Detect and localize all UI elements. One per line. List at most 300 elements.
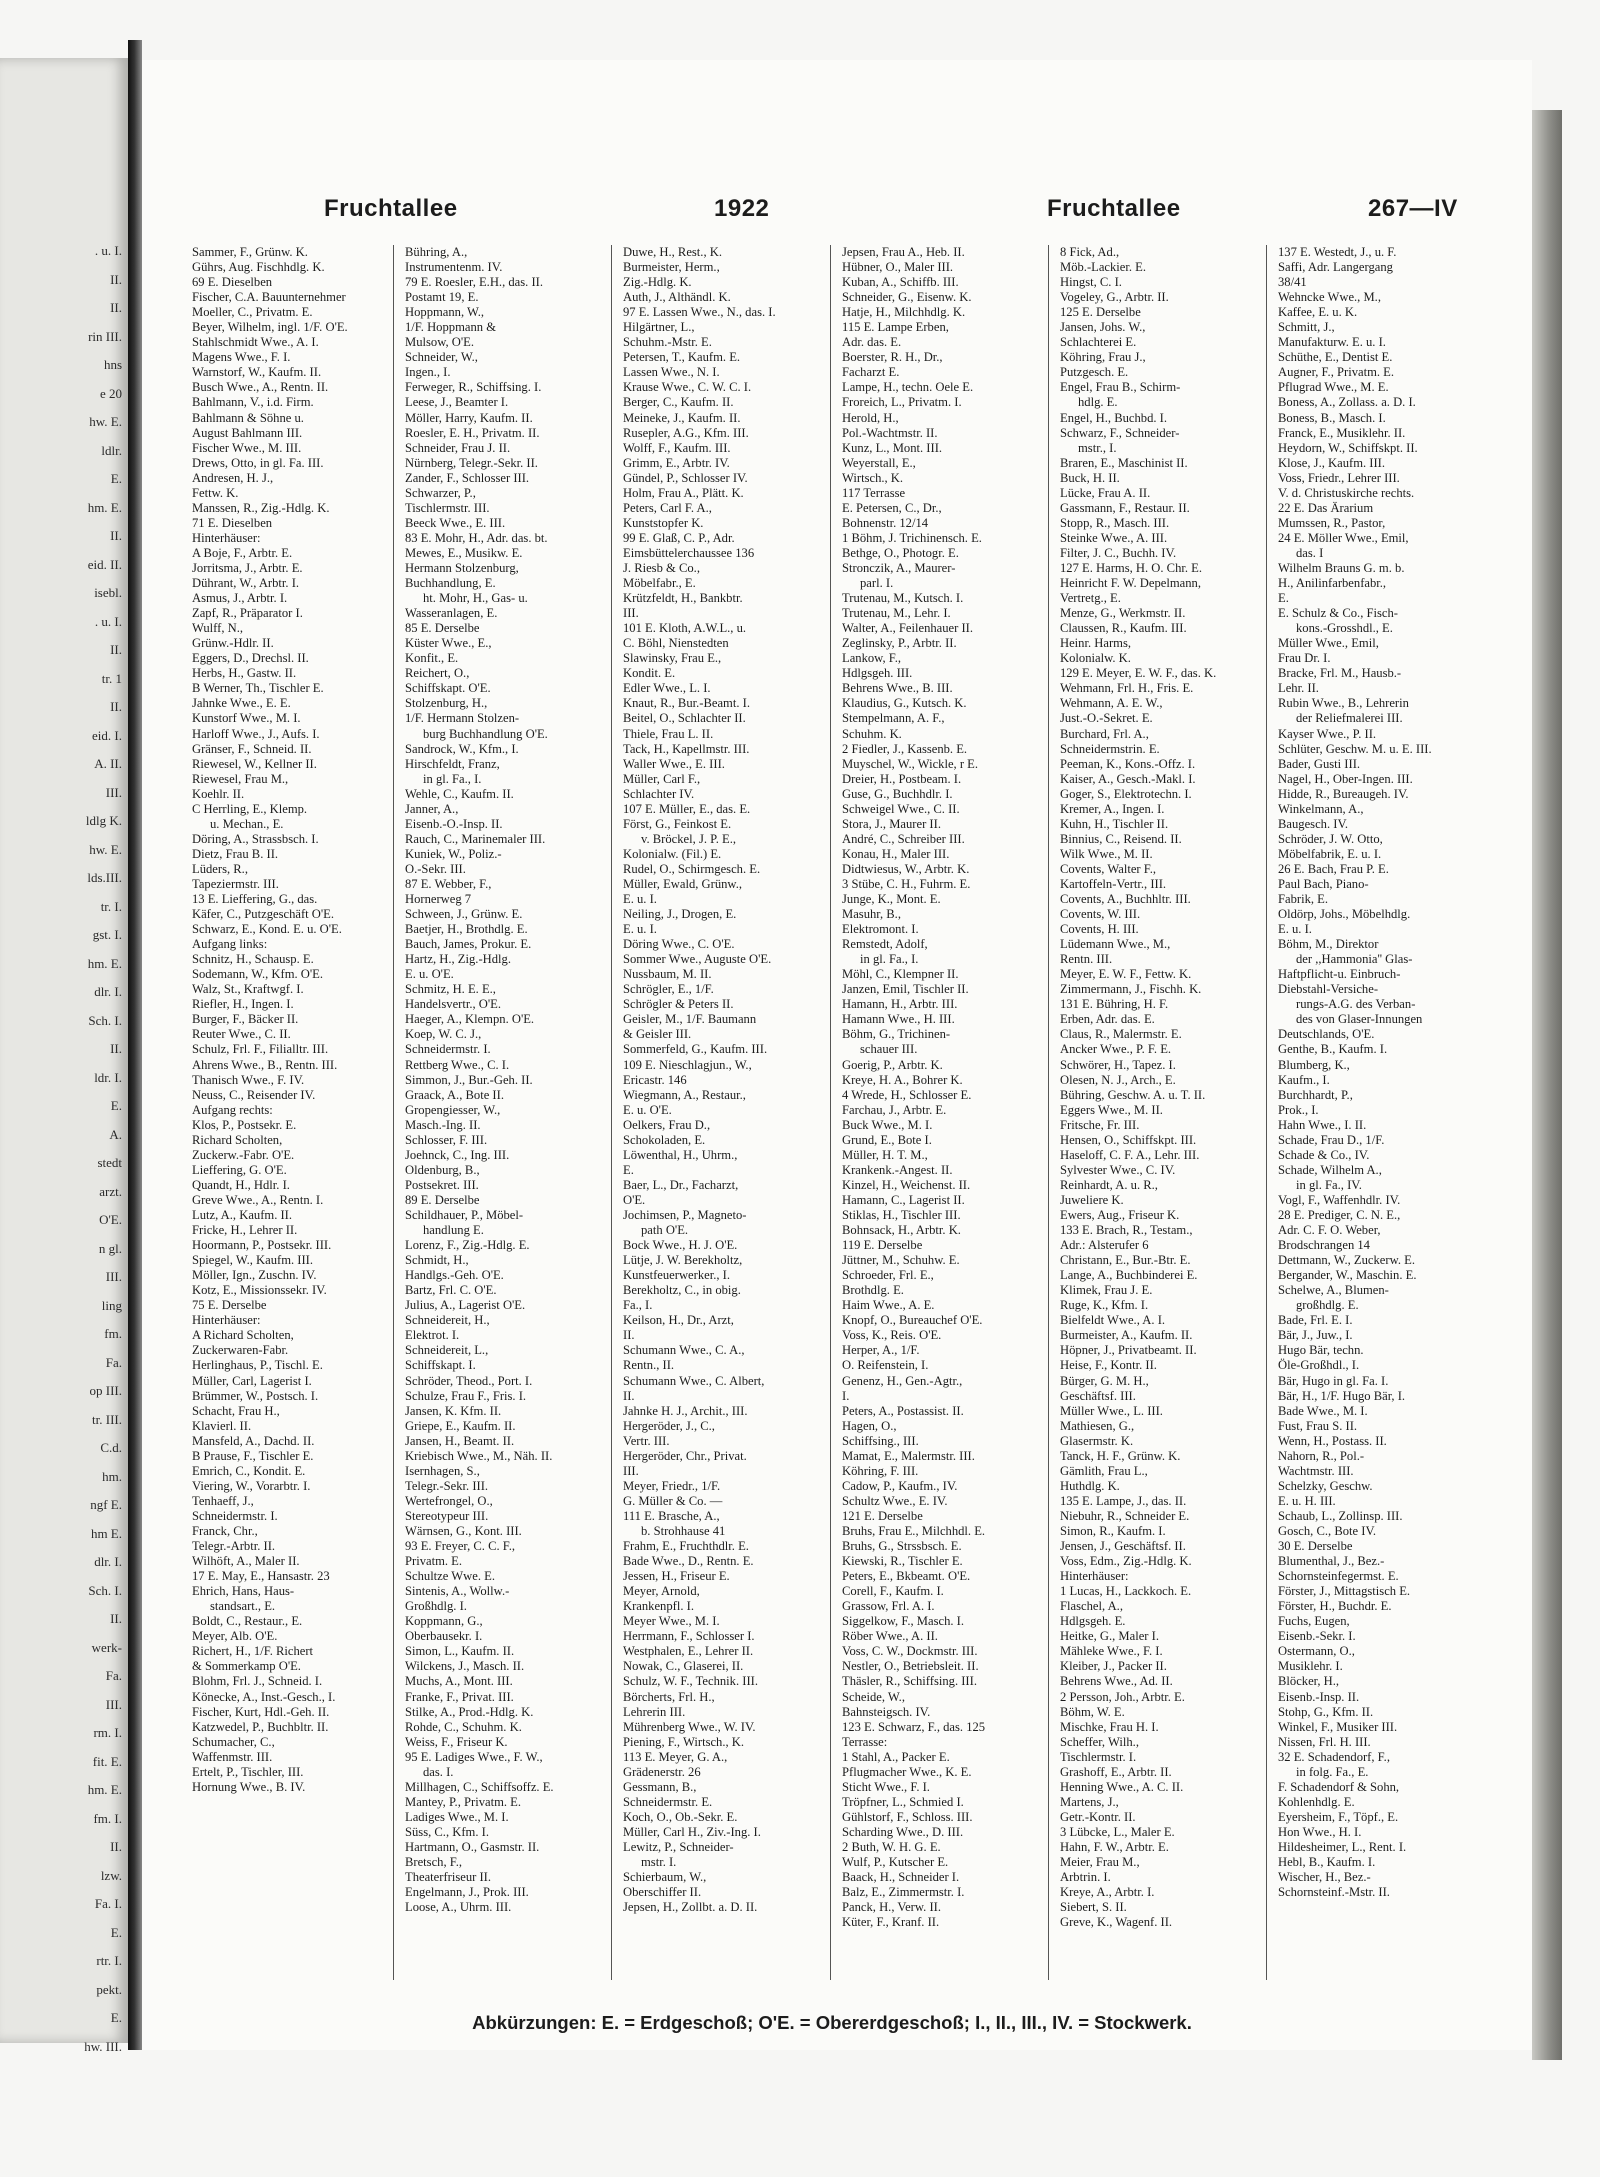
directory-entry: 123 E. Schwarz, F., das. 125 bbox=[842, 1719, 986, 1734]
directory-entry: Ericastr. 146 bbox=[623, 1072, 687, 1087]
directory-entry: Oldenburg, B., bbox=[405, 1162, 480, 1177]
left-page-fragment: C.d. bbox=[100, 1440, 122, 1455]
directory-entry: Kreye, A., Arbtr. I. bbox=[1060, 1885, 1155, 1900]
directory-entry: Buchhandlung, E. bbox=[405, 576, 496, 591]
directory-entry: Klaudius, G., Kutsch. K. bbox=[842, 696, 967, 711]
directory-entry: v. Bröckel, J. P. E., bbox=[641, 831, 737, 846]
directory-entry: Großhdlg. I. bbox=[405, 1599, 467, 1614]
directory-entry: 1 Stahl, A., Packer E. bbox=[842, 1749, 950, 1764]
directory-entry: Martens, J., bbox=[1060, 1794, 1119, 1809]
directory-entry: Bade Wwe., D., Rentn. E. bbox=[623, 1554, 754, 1569]
directory-entry: Hahn, F. W., Arbtr. E. bbox=[1060, 1839, 1169, 1854]
directory-entry: Joehnck, C., Ing. III. bbox=[405, 1147, 510, 1162]
directory-entry: Jessen, H., Friseur E. bbox=[623, 1569, 730, 1584]
left-page-fragment: stedt bbox=[97, 1155, 122, 1170]
directory-entry: Heydorn, W., Schiffskpt. II. bbox=[1278, 440, 1418, 455]
directory-entry: Dettmann, W., Zuckerw. E. bbox=[1278, 1253, 1415, 1268]
left-page-fragment: Fa. bbox=[105, 1668, 122, 1683]
left-page-fragment: e 20 bbox=[99, 385, 122, 401]
directory-entry: Jahnke Wwe., E. E. bbox=[192, 696, 291, 711]
left-page-fragment: tr. 1 bbox=[101, 670, 122, 686]
left-page-fragment: hm. E. bbox=[87, 1782, 122, 1797]
directory-entry: Müller, H. T. M., bbox=[842, 1147, 928, 1162]
directory-entry: Gropengiesser, W., bbox=[405, 1102, 501, 1117]
directory-entry: Börcherts, Frl. H., bbox=[623, 1689, 715, 1704]
directory-entry: Riefler, H., Ingen. I. bbox=[192, 997, 294, 1012]
directory-entry: Scharding Wwe., D. III. bbox=[842, 1824, 964, 1839]
directory-entry: Bahnsteigsch. IV. bbox=[842, 1704, 931, 1719]
directory-entry: Privatm. E. bbox=[405, 1554, 463, 1569]
directory-entry: Facharzt E. bbox=[842, 365, 900, 380]
directory-entry: Rentn. III. bbox=[1060, 952, 1113, 967]
directory-entry: Nussbaum, M. II. bbox=[623, 967, 712, 982]
directory-entry: Blöcker, H., bbox=[1278, 1674, 1340, 1689]
directory-entry: Schaub, L., Zollinsp. III. bbox=[1278, 1508, 1403, 1523]
directory-entry: 109 E. Nieschlagjun., W., bbox=[623, 1057, 752, 1072]
directory-entry: Fettw. K. bbox=[192, 485, 239, 500]
directory-entry: 38/41 bbox=[1278, 275, 1307, 290]
directory-entry: parl. I. bbox=[860, 576, 894, 591]
directory-entry: Harloff Wwe., J., Aufs. I. bbox=[192, 726, 320, 741]
directory-entry: Stilke, A., Prod.-Hdlg. K. bbox=[405, 1704, 534, 1719]
directory-entry: Terrasse: bbox=[842, 1734, 888, 1749]
directory-entry: Covents, Walter F., bbox=[1060, 861, 1157, 876]
directory-entry: Oelkers, Frau D., bbox=[623, 1117, 711, 1132]
directory-entry: Grassow, Frl. A. I. bbox=[842, 1599, 935, 1614]
left-page-fragment: E. bbox=[110, 1924, 122, 1940]
directory-entry: Hornung Wwe., B. IV. bbox=[192, 1779, 306, 1794]
directory-entry: Nagel, H., Ober-Ingen. III. bbox=[1278, 771, 1413, 786]
directory-entry: Handelsvertr., O'E. bbox=[405, 997, 501, 1012]
directory-entry: Bruhs, G., Strssbsch. E. bbox=[842, 1539, 962, 1554]
left-page-fragment: ngf E. bbox=[90, 1497, 122, 1512]
column-rule bbox=[1266, 245, 1267, 1980]
directory-entry: 75 E. Derselbe bbox=[192, 1298, 267, 1313]
left-page-fragment: hw. III. bbox=[84, 2038, 122, 2054]
directory-entry: O.-Sekr. III. bbox=[405, 861, 466, 876]
directory-entry: Lieffering, G. O'E. bbox=[192, 1162, 287, 1177]
directory-entry: 30 E. Derselbe bbox=[1278, 1539, 1353, 1554]
directory-entry: Schneider, W., bbox=[405, 350, 478, 365]
directory-entry: 13 E. Lieffering, G., das. bbox=[192, 892, 318, 907]
directory-entry: Prok., I. bbox=[1278, 1102, 1319, 1117]
directory-entry: Hensen, O., Schiffskpt. III. bbox=[1060, 1132, 1197, 1147]
directory-entry: Millhagen, C., Schiffsoffz. E. bbox=[405, 1779, 554, 1794]
left-page-fragment: tr. I. bbox=[100, 898, 122, 914]
directory-entry: Voss, K., Reis. O'E. bbox=[842, 1328, 942, 1343]
directory-entry: Muyschel, W., Wickle, r E. bbox=[842, 756, 979, 771]
directory-entry: Heinricht F. W. Depelmann, bbox=[1060, 576, 1201, 591]
directory-entry: O'E. bbox=[623, 1192, 646, 1207]
directory-entry: Fabrik, E. bbox=[1278, 892, 1329, 907]
directory-entry: Hoormann, P., Postsekr. III. bbox=[192, 1238, 332, 1253]
directory-entry: 99 E. Glaß, C. P., Adr. bbox=[623, 530, 735, 545]
left-page-fragment: fm. bbox=[104, 1326, 122, 1341]
directory-entry: Masch.-Ing. II. bbox=[405, 1117, 481, 1132]
directory-entry: Nürnberg, Telegr.-Sekr. II. bbox=[405, 455, 538, 470]
directory-entry: Gämlith, Frau L., bbox=[1060, 1463, 1148, 1478]
directory-entry: Gassmann, F., Restaur. II. bbox=[1060, 500, 1190, 515]
directory-entry: Augner, F., Privatm. E. bbox=[1278, 365, 1395, 380]
directory-entry: Bohnsack, H., Arbtr. K. bbox=[842, 1223, 961, 1238]
directory-entry: Eyersheim, F., Töpf., E. bbox=[1278, 1809, 1399, 1824]
directory-entry: Kayser Wwe., P. II. bbox=[1278, 726, 1377, 741]
directory-entry: Braren, E., Maschinist II. bbox=[1060, 455, 1188, 470]
directory-entry: Beitel, O., Schlachter II. bbox=[623, 711, 746, 726]
directory-entry: 79 E. Roesler, E.H., das. II. bbox=[405, 275, 543, 290]
directory-entry: Jüttner, M., Schuhw. E. bbox=[842, 1253, 960, 1268]
directory-entry: Jansen, H., Beamt. II. bbox=[405, 1433, 515, 1448]
directory-entry: Wilhelm Brauns G. m. b. bbox=[1278, 560, 1405, 575]
directory-entry: Koppmann, G., bbox=[405, 1614, 483, 1629]
directory-entry: Spiegel, W., Kaufm. III. bbox=[192, 1253, 314, 1268]
directory-entry: Franck, E., Musiklehr. II. bbox=[1278, 425, 1406, 440]
left-page-fragment: II. bbox=[110, 642, 122, 657]
directory-entry: C. Böhl, Nienstedten bbox=[623, 636, 729, 651]
directory-entry: mstr. I. bbox=[641, 1855, 677, 1870]
directory-entry: Arbtrin. I. bbox=[1060, 1870, 1111, 1885]
directory-entry: Bär, H., 1/F. Hugo Bär, I. bbox=[1278, 1388, 1406, 1403]
directory-entry: Schiffsing., III. bbox=[842, 1433, 919, 1448]
directory-entry: Hermann Stolzenburg, bbox=[405, 560, 519, 575]
directory-entry: Mumssen, R., Pastor, bbox=[1278, 515, 1386, 530]
directory-entry: Guse, G., Buchhdlr. I. bbox=[842, 786, 953, 801]
directory-entry: Boerster, R. H., Dr., bbox=[842, 350, 943, 365]
directory-entry: Hoppmann, W., bbox=[405, 305, 485, 320]
directory-entry: Köhring, Frau J., bbox=[1060, 350, 1146, 365]
directory-entry: Wulff, N., bbox=[192, 621, 244, 636]
directory-entry: Stereotypeur III. bbox=[405, 1508, 489, 1523]
directory-entry: Lutz, A., Kaufm. II. bbox=[192, 1208, 293, 1222]
directory-entry: Sandrock, W., Kfm., I. bbox=[405, 741, 519, 756]
directory-entry: Könecke, A., Inst.-Gesch., I. bbox=[192, 1689, 336, 1704]
directory-entry: Schlachterei E. bbox=[1060, 335, 1137, 350]
directory-entry: Höpner, J., Privatbeamt. II. bbox=[1060, 1343, 1197, 1358]
directory-entry: Fust, Frau S. II. bbox=[1278, 1418, 1358, 1433]
directory-entry: Vogl, F., Waffenhdlr. IV. bbox=[1278, 1192, 1401, 1207]
directory-entry: Kuhn, H., Tischler II. bbox=[1060, 816, 1169, 831]
directory-entry: Baack, H., Schneider I. bbox=[842, 1870, 960, 1885]
directory-entry: Henning Wwe., A. C. II. bbox=[1060, 1779, 1184, 1794]
directory-entry: Froreich, L., Privatm. I. bbox=[842, 395, 962, 410]
directory-entry: Nestler, O., Betriebsleit. II. bbox=[842, 1659, 979, 1674]
directory-entry: Küter, F., Kranf. II. bbox=[842, 1915, 940, 1930]
abbreviation-legend: Abkürzungen: E. = Erdgeschoß; O'E. = Obererdgeschoß; I., II., III., IV. = Stockwerk. bbox=[472, 2012, 1192, 2033]
directory-entry: kons.-Grosshdl., E. bbox=[1296, 621, 1393, 636]
directory-entry: Möbelfabrik, E. u. I. bbox=[1278, 846, 1382, 861]
directory-entry: Beyer, Wilhelm, ingl. 1/F. O'E. bbox=[192, 320, 348, 335]
directory-entry: A Richard Scholten, bbox=[192, 1328, 294, 1343]
directory-entry: Jochimsen, P., Magneto- bbox=[623, 1208, 747, 1222]
directory-entry: Hartz, H., Zig.-Hdlg. bbox=[405, 952, 511, 967]
directory-entry: Richard Scholten, bbox=[192, 1132, 283, 1147]
directory-entry: Haseloff, C. F. A., Lehr. III. bbox=[1060, 1147, 1200, 1162]
directory-entry: Baer, L., Dr., Facharzt, bbox=[623, 1177, 739, 1192]
directory-entry: Peters, A., Postassist. II. bbox=[842, 1403, 964, 1418]
directory-entry: Farchau, J., Arbtr. E. bbox=[842, 1102, 947, 1117]
directory-entry: Corell, F., Kaufm. I. bbox=[842, 1584, 944, 1599]
directory-entry: Voss, Edm., Zig.-Hdlg. K. bbox=[1060, 1554, 1192, 1569]
directory-entry: Schneidermstr. I. bbox=[192, 1508, 278, 1523]
directory-entry: Schlachter IV. bbox=[623, 786, 695, 801]
directory-entry: Franck, Chr., bbox=[192, 1523, 258, 1538]
directory-entry: Mathiesen, G., bbox=[1060, 1418, 1135, 1433]
directory-entry: Schumann Wwe., C. A., bbox=[623, 1343, 745, 1358]
directory-entry: Möhl, C., Klempner II. bbox=[842, 967, 959, 982]
left-page-fragment: werk- bbox=[91, 1639, 122, 1655]
directory-entry: Kunststopfer K. bbox=[623, 515, 704, 530]
directory-entry: Diebstahl-Versiche- bbox=[1278, 982, 1379, 997]
directory-entry: Edler Wwe., L. I. bbox=[623, 681, 711, 696]
directory-entry: b. Strohhause 41 bbox=[641, 1523, 726, 1538]
left-page-fragment: fit. E. bbox=[92, 1753, 122, 1769]
directory-entry: Lassen Wwe., N. I. bbox=[623, 365, 720, 380]
directory-entry: Zimmermann, J., Fischh. K. bbox=[1060, 982, 1202, 997]
directory-entry: Julius, A., Lagerist O'E. bbox=[405, 1298, 526, 1313]
directory-entry: Mähleke Wwe., F. I. bbox=[1060, 1644, 1163, 1659]
directory-entry: Wolff, F., Kaufm. III. bbox=[623, 440, 731, 455]
directory-entry: Hon Wwe., H. I. bbox=[1278, 1824, 1362, 1839]
directory-entry: Balz, E., Zimmermstr. I. bbox=[842, 1885, 965, 1900]
directory-entry: Ancker Wwe., P. F. E. bbox=[1060, 1042, 1172, 1057]
directory-entry: Siebert, S. II. bbox=[1060, 1900, 1127, 1915]
directory-entry: der ,,Hammonia'' Glas- bbox=[1296, 952, 1413, 967]
directory-entry: Bühring, Geschw. A. u. T. II. bbox=[1060, 1087, 1206, 1102]
directory-entry: Schade, Wilhelm A., bbox=[1278, 1162, 1382, 1177]
directory-entry: Bauch, James, Prokur. E. bbox=[405, 937, 532, 952]
directory-entry: Blumenthal, J., Bez.- bbox=[1278, 1554, 1385, 1569]
directory-entry: B Prause, F., Tischler E. bbox=[192, 1448, 314, 1463]
directory-entry: Wenn, H., Postass. II. bbox=[1278, 1433, 1387, 1448]
directory-entry: Schelwe, A., Blumen- bbox=[1278, 1283, 1389, 1298]
directory-entry: Sammer, F., Grünw. K. bbox=[192, 245, 308, 259]
directory-entry: Junge, K., Mont. E. bbox=[842, 892, 941, 907]
directory-entry: Hartmann, O., Gasmstr. II. bbox=[405, 1839, 540, 1854]
directory-entry: Hinterhäuser: bbox=[1060, 1569, 1129, 1584]
book-spine bbox=[128, 40, 142, 2050]
directory-entry: Schlüter, Geschw. M. u. E. III. bbox=[1278, 741, 1432, 756]
directory-entry: Thiele, Frau L. II. bbox=[623, 726, 714, 741]
directory-entry: Trutenau, M., Lehr. I. bbox=[842, 606, 951, 621]
directory-entry: Kinzel, H., Weichenst. II. bbox=[842, 1177, 971, 1192]
directory-entry: Bär, J., Juw., I. bbox=[1278, 1328, 1353, 1343]
left-page-fragment: II. bbox=[110, 1041, 122, 1056]
directory-entry: 121 E. Derselbe bbox=[842, 1508, 923, 1523]
directory-entry: Stiklas, H., Tischler III. bbox=[842, 1208, 961, 1222]
directory-entry: Schwörer, H., Tapez. I. bbox=[1060, 1057, 1176, 1072]
directory-entry: Janner, A., bbox=[405, 801, 459, 816]
directory-entry: Hergeröder, Chr., Privat. bbox=[623, 1448, 747, 1463]
directory-entry: Fischer, C.A. Bauunternehmer bbox=[192, 290, 346, 305]
directory-entry: Wilckens, J., Masch. II. bbox=[405, 1659, 525, 1674]
directory-entry: Kondit. E. bbox=[623, 666, 676, 681]
directory-entry: Rudel, O., Schirmgesch. E. bbox=[623, 861, 761, 876]
directory-entry: V. d. Christuskirche rechts. bbox=[1278, 485, 1415, 500]
directory-entry: Jorritsma, J., Arbtr. E. bbox=[192, 560, 303, 575]
directory-entry: ht. Mohr, H., Gas- u. bbox=[423, 591, 528, 606]
left-page-fragment: A. bbox=[109, 1126, 122, 1142]
directory-entry: Waffenmstr. III. bbox=[192, 1749, 273, 1764]
directory-entry: u. Mechan., E. bbox=[210, 816, 284, 831]
directory-entry: Didtwiesus, W., Arbtr. K. bbox=[842, 861, 970, 876]
directory-entry: Müller, Carl F., bbox=[623, 771, 701, 786]
directory-entry: Genenz, H., Gen.-Agtr., bbox=[842, 1373, 963, 1388]
directory-entry: des von Glaser-Innungen bbox=[1296, 1012, 1423, 1027]
directory-entry: Panck, H., Verw. II. bbox=[842, 1900, 941, 1915]
directory-entry: Niebuhr, R., Schneider E. bbox=[1060, 1508, 1190, 1523]
directory-entry: Heitke, G., Maler I. bbox=[1060, 1629, 1159, 1644]
directory-columns bbox=[192, 245, 1492, 1985]
directory-entry: Richert, H., 1/F. Richert bbox=[192, 1644, 314, 1659]
directory-entry: Hatje, H., Milchhdlg. K. bbox=[842, 305, 966, 320]
directory-entry: E. u. I. bbox=[623, 892, 657, 907]
directory-entry: Döring Wwe., C. O'E. bbox=[623, 937, 735, 952]
directory-entry: Oberschiffer II. bbox=[623, 1885, 702, 1900]
directory-entry: Adr. C. F. O. Weber, bbox=[1278, 1223, 1381, 1238]
left-page-fragment: Fa. bbox=[105, 1354, 122, 1370]
directory-entry: 4 Wrede, H., Schlosser E. bbox=[842, 1087, 972, 1102]
left-page-fragment: lds.III. bbox=[87, 870, 122, 885]
directory-entry: Schwarz, F., Schneider- bbox=[1060, 425, 1180, 440]
directory-entry: Schrögler, E., 1/F. bbox=[623, 982, 714, 997]
directory-entry: Ahrens Wwe., B., Rentn. III. bbox=[192, 1057, 338, 1072]
directory-entry: Saffi, Adr. Langergang bbox=[1278, 260, 1393, 275]
directory-entry: Heise, F., Kontr. II. bbox=[1060, 1358, 1157, 1373]
directory-entry: 28 E. Prediger, C. N. E., bbox=[1278, 1208, 1401, 1222]
directory-entry: Schuhm. K. bbox=[842, 726, 902, 741]
directory-entry: J. Riesb & Co., bbox=[623, 560, 700, 575]
directory-entry: Nahorn, R., Pol.- bbox=[1278, 1448, 1365, 1463]
left-page-fragment: lzw. bbox=[100, 1867, 122, 1883]
directory-entry: Tapeziermstr. III. bbox=[192, 876, 279, 891]
directory-entry: Hamann Wwe., H. III. bbox=[842, 1012, 955, 1027]
directory-entry: III. bbox=[623, 606, 639, 621]
left-page-fragment: hm. E. bbox=[87, 955, 122, 971]
directory-entry: Eggers, D., Drechsl. II. bbox=[192, 651, 309, 666]
directory-entry: großhdlg. E. bbox=[1296, 1298, 1359, 1313]
directory-entry: Covents, H. III. bbox=[1060, 922, 1139, 937]
directory-entry: Ewers, Aug., Friseur K. bbox=[1060, 1208, 1180, 1222]
directory-entry: Schmitz, H. E. E., bbox=[405, 982, 496, 997]
directory-entry: 137 E. Westedt, J., u. F. bbox=[1278, 245, 1397, 259]
directory-entry: Schwarz, E., Kond. E. u. O'E. bbox=[192, 922, 342, 937]
directory-entry: II. bbox=[623, 1328, 635, 1343]
directory-entry: Wertefrongel, O., bbox=[405, 1493, 493, 1508]
directory-entry: Förster, J., Mittagstisch E. bbox=[1278, 1584, 1411, 1599]
directory-entry: Mamat, E., Malermstr. III. bbox=[842, 1448, 975, 1463]
directory-entry: Paul Bach, Piano- bbox=[1278, 876, 1369, 891]
directory-entry: Greve, K., Wagenf. II. bbox=[1060, 1915, 1173, 1930]
directory-entry: Rettberg Wwe., C. I. bbox=[405, 1057, 510, 1072]
directory-entry: Trutenau, M., Kutsch. I. bbox=[842, 591, 964, 606]
directory-entry: Wehmann, A. E. W., bbox=[1060, 696, 1163, 711]
directory-entry: Behrens Wwe., Ad. II. bbox=[1060, 1674, 1173, 1689]
directory-entry: Postsekret. III. bbox=[405, 1177, 479, 1192]
directory-entry: Herold, H., bbox=[842, 410, 899, 425]
directory-entry: Bartz, Frl. C. O'E. bbox=[405, 1283, 497, 1298]
directory-entry: Schelzky, Geschw. bbox=[1278, 1478, 1373, 1493]
directory-entry: Telegr.-Arbtr. II. bbox=[192, 1539, 276, 1554]
directory-column-3 bbox=[623, 245, 809, 1980]
directory-entry: in gl. Fa., I. bbox=[423, 771, 482, 786]
directory-entry: 8 Fick, Ad., bbox=[1060, 245, 1120, 259]
directory-entry: Christann, E., Bur.-Btr. E. bbox=[1060, 1253, 1191, 1268]
directory-entry: Sommer Wwe., Auguste O'E. bbox=[623, 952, 772, 967]
directory-entry: Hagen, O., bbox=[842, 1418, 897, 1433]
directory-entry: Kunstorf Wwe., M. I. bbox=[192, 711, 301, 726]
directory-entry: 1/F. Hermann Stolzen- bbox=[405, 711, 520, 726]
directory-entry: in gl. Fa., I. bbox=[860, 952, 919, 967]
directory-entry: Peters, E., Bkbeamt. O'E. bbox=[842, 1569, 971, 1584]
directory-entry: Walz, St., Kraftwgf. I. bbox=[192, 982, 304, 997]
directory-entry: Klavierl. II. bbox=[192, 1418, 252, 1433]
directory-entry: Kuban, A., Schiffb. III. bbox=[842, 275, 959, 290]
directory-entry: 22 E. Das Ärarium bbox=[1278, 500, 1374, 515]
directory-entry: Möller, Ign., Zuschn. IV. bbox=[192, 1268, 317, 1283]
directory-entry: & Geisler III. bbox=[623, 1027, 692, 1042]
directory-entry: Elektrot. I. bbox=[405, 1328, 460, 1343]
directory-entry: Heinr. Harms, bbox=[1060, 636, 1131, 651]
left-page-fragment: Fa. I. bbox=[94, 1896, 122, 1911]
directory-entry: Bader, Gusti III. bbox=[1278, 756, 1361, 771]
directory-column-1 bbox=[192, 245, 378, 1980]
left-page-fragment: hw. E. bbox=[89, 841, 122, 857]
directory-entry: Erben, Adr. das. E. bbox=[1060, 1012, 1155, 1027]
directory-entry: 95 E. Ladiges Wwe., F. W., bbox=[405, 1749, 543, 1764]
directory-entry: Kiewski, R., Tischler E. bbox=[842, 1554, 963, 1569]
directory-entry: Meyer, Alb. O'E. bbox=[192, 1629, 278, 1644]
directory-entry: Hornerweg 7 bbox=[405, 892, 472, 907]
directory-entry: Bade, Frl. E. I. bbox=[1278, 1313, 1353, 1328]
directory-entry: Schulz, W. F., Technik. III. bbox=[623, 1674, 758, 1689]
directory-entry: Wasseranlagen, E. bbox=[405, 606, 498, 621]
street-title-left: Fruchtallee bbox=[324, 195, 458, 222]
left-page-fragment: hw. E. bbox=[89, 414, 122, 429]
directory-entry: Bretsch, F., bbox=[405, 1855, 463, 1870]
left-page-fragment: fm. I. bbox=[93, 1810, 122, 1826]
left-page-fragment: gst. I. bbox=[92, 927, 122, 942]
directory-entry: Dietz, Frau B. II. bbox=[192, 846, 279, 861]
directory-entry: Wischer, H., Bez.- bbox=[1278, 1870, 1371, 1885]
directory-entry: Käfer, C., Putzgeschäft O'E. bbox=[192, 907, 334, 922]
directory-entry: Simon, L., Kaufm. II. bbox=[405, 1644, 515, 1659]
directory-entry: Flaschel, A., bbox=[1060, 1599, 1123, 1614]
directory-entry: Lankow, F., bbox=[842, 651, 902, 666]
directory-entry: Hidde, R., Bureaugeh. IV. bbox=[1278, 786, 1409, 801]
directory-entry: Kohlenhdlg. E. bbox=[1278, 1794, 1355, 1809]
directory-column-5 bbox=[1060, 245, 1246, 1980]
directory-entry: Meier, Frau M., bbox=[1060, 1855, 1140, 1870]
directory-entry: Simmon, J., Bur.-Geh. II. bbox=[405, 1072, 533, 1087]
directory-entry: Rusepler, A.G., Kfm. III. bbox=[623, 425, 749, 440]
directory-entry: Fa., I. bbox=[623, 1298, 653, 1313]
directory-entry: Kriebisch Wwe., M., Näh. II. bbox=[405, 1448, 553, 1463]
column-rule bbox=[611, 245, 612, 1980]
directory-entry: Zapf, R., Präparator I. bbox=[192, 606, 303, 621]
directory-entry: Müller, Carl, Lagerist I. bbox=[192, 1373, 312, 1388]
directory-entry: Hergeröder, J., C., bbox=[623, 1418, 715, 1433]
directory-entry: 24 E. Möller Wwe., Emil, bbox=[1278, 530, 1409, 545]
directory-entry: hdlg. E. bbox=[1078, 395, 1118, 410]
directory-entry: Kreye, H. A., Bohrer K. bbox=[842, 1072, 963, 1087]
left-page-fragment: op III. bbox=[89, 1383, 122, 1398]
directory-entry: Boness, A., Zollass. a. D. I. bbox=[1278, 395, 1416, 410]
directory-entry: Schultze Wwe. E. bbox=[405, 1569, 495, 1584]
directory-entry: Kaiser, A., Gesch.-Makl. I. bbox=[1060, 771, 1196, 786]
directory-entry: Riewesel, Frau M., bbox=[192, 771, 289, 786]
directory-entry: Schneider, Frau J. II. bbox=[405, 440, 511, 455]
directory-entry: Öle-Großhdl., I. bbox=[1278, 1358, 1360, 1373]
